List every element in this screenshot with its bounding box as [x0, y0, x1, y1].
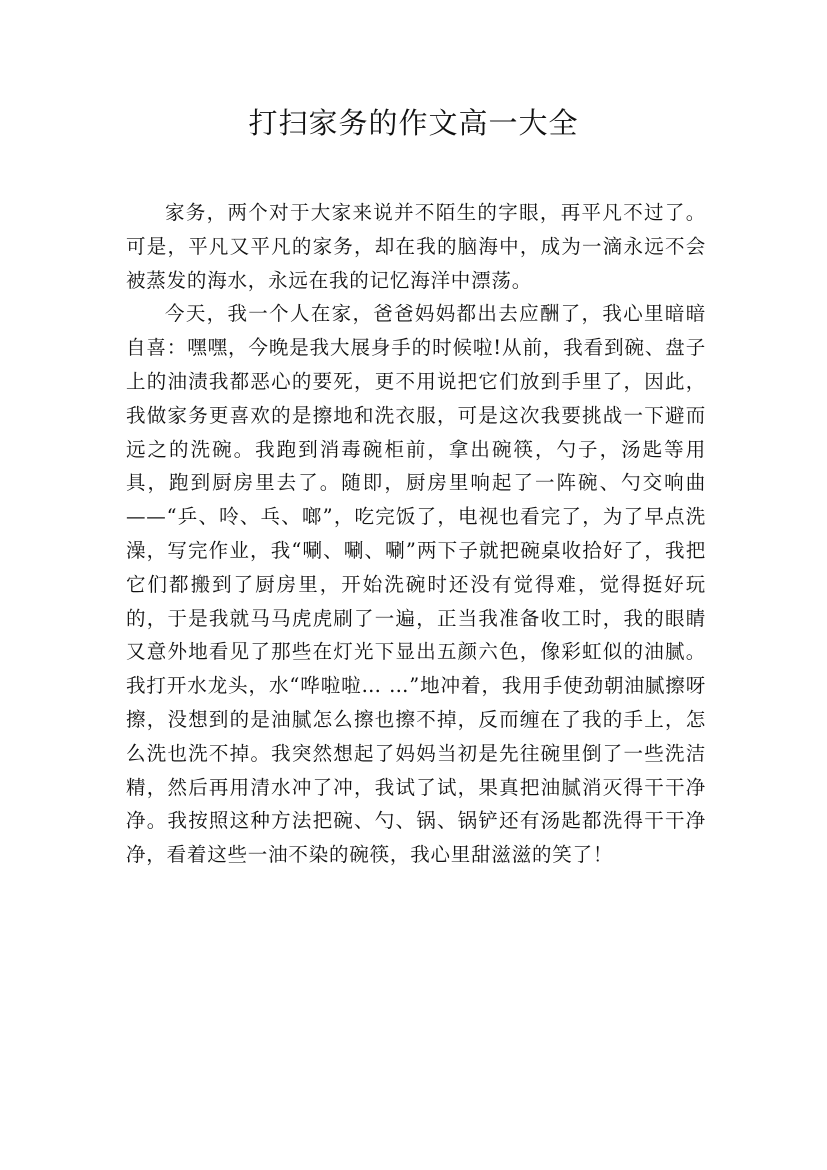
document-title: 打扫家务的作文高一大全 [248, 106, 579, 140]
paragraph-2: 今天，我一个人在家，爸爸妈妈都出去应酬了，我心里暗暗自喜：嘿嘿，今晚是我大展身手的时候啦!从前，我看到碗、盘子上的油渍我都恶心的要死，更不用说把它们放到手里了，因此，我做家务更喜欢的是擦地和洗衣服，可是这次我要挑战一下避而远之的洗碗。我跑到消毒碗柜前，拿出碗筷，勺子，汤匙等用具，跑到厨房里去了。随即，厨房里响起了一阵碗、勺交响曲——“乒、呤、乓、啷”，吃完饭了，电视也看完了，为了早点洗澡，写完作业，我“唰、唰、唰”两下子就把碗桌收拾好了，我把它们都搬到了厨房里，开始洗碗时还没有觉得难，觉得挺好玩的，于是我就马马虎虎刷了一遍，正当我准备收工时，我的眼睛又意外地看见了那些在灯光下显出五颜六色，像彩虹似的油腻。我打开水龙头，水“哗啦啦… …”地冲着，我用手使劲朝油腻擦呀擦，没想到的是油腻怎么擦也擦不掉，反而缠在了我的手上，怎么洗也洗不掉。我突然想起了妈妈当初是先往碗里倒了一些洗洁精，然后再用清水冲了冲，我试了试，果真把油腻消灭得干干净净。我按照这种方法把碗、勺、锅、锅铲还有汤匙都洗得干干净净，看着这些一油不染的碗筷，我心里甜滋滋的笑了！ [126, 302, 706, 867]
paragraph-1: 家务，两个对于大家来说并不陌生的字眼，再平凡不过了。可是，平凡又平凡的家务，却在我的脑海中，成为一滴永远不会被蒸发的海水，永远在我的记忆海洋中漂荡。 [126, 201, 706, 292]
document-body [126, 196, 706, 872]
